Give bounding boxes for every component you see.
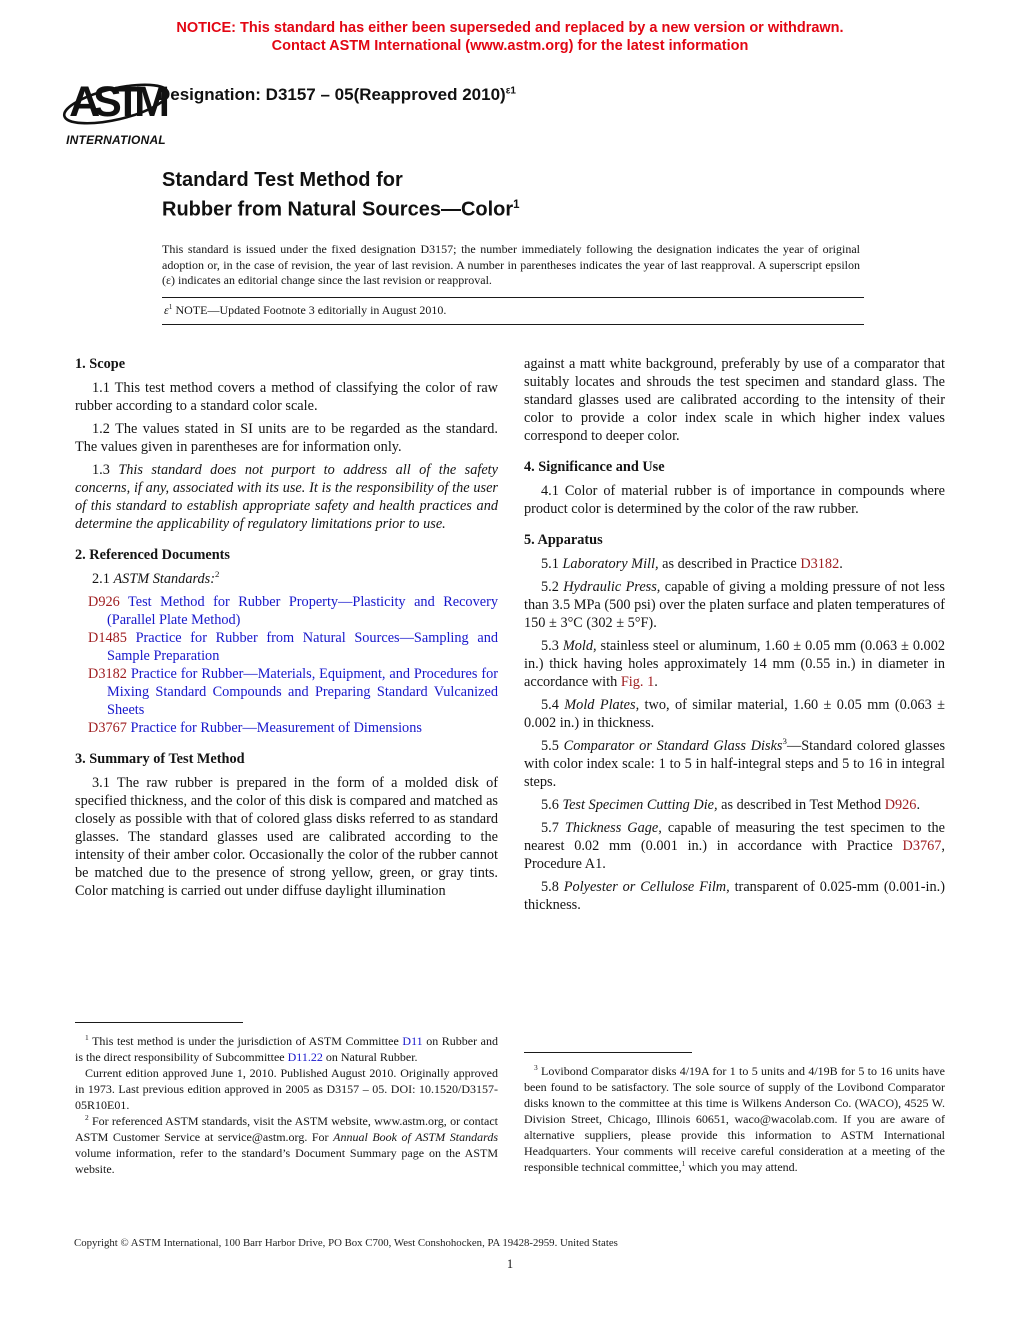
text-segment: Mold Plates, [564, 697, 640, 713]
reference-d926 [75, 593, 498, 629]
link-d3767[interactable]: D3767 [88, 720, 127, 736]
paragraph-3-1 [75, 774, 498, 900]
title-footnote-superscript: 1 [513, 199, 520, 211]
link-d926[interactable]: D926 [884, 797, 917, 813]
text-segment: 2.1 [92, 571, 114, 587]
footnote-separator-right [524, 1052, 692, 1053]
text-segment: capable of measuring the test specimen to the nearest 0.02 mm (0.001 in.) in accordance with Practice [524, 820, 945, 854]
superscript: 1 [85, 1033, 89, 1042]
text-segment: Polyester or Cellulose Film, [563, 879, 730, 895]
footnote-separator-left [75, 1022, 243, 1023]
right-column [524, 355, 945, 919]
paragraph-5-5 [524, 737, 945, 791]
text-segment: —Standard colored glasses with color index scale: 1 to 5 in half-integral steps and 5 to 16 in integral steps. [524, 738, 946, 790]
text-segment [127, 630, 136, 646]
left-column [75, 355, 498, 905]
link-fig.-1[interactable]: Fig. 1 [620, 674, 655, 690]
superscript: 1 [168, 302, 173, 311]
text-segment: Mold, [562, 638, 597, 654]
section-2-heading: 2. Referenced Documents [75, 547, 230, 563]
footnote-1-edition [75, 1065, 498, 1113]
text-segment: volume information, refer to the standard’s Document Summary page on the ASTM website. [75, 1146, 498, 1176]
text-segment: on Natural Rubber. [322, 1050, 418, 1064]
paragraph-5-3 [524, 637, 945, 691]
text-segment: transparent of 0.025-mm (0.001-in.) thickness. [524, 879, 945, 913]
superseded-notice [0, 19, 1020, 55]
paragraph-5-8 [524, 878, 945, 914]
text-segment: 5.7 [541, 820, 565, 836]
text-segment: 5.1 [541, 556, 563, 572]
text-segment: Hydraulic Press, [563, 579, 661, 595]
link-d3767[interactable]: D3767 [902, 838, 942, 854]
superscript: 2 [215, 569, 220, 580]
title-line-1: Standard Test Method for [162, 169, 403, 191]
paragraph-5-6 [524, 796, 945, 814]
designation-text: Designation: D3157 – 05(Reapproved 2010) [158, 85, 506, 104]
page-number: 1 [506, 1257, 514, 1271]
link-practice-for-rubber-meas[interactable]: Practice for Rubber—Measurement of Dimensions [130, 720, 422, 736]
text-segment: 1.3 [92, 462, 119, 478]
text-segment: 5.6 [541, 797, 563, 813]
paragraph-5-4 [524, 696, 945, 732]
reference-d3182 [75, 665, 498, 719]
paragraph-1-3 [75, 461, 498, 533]
text-segment: stainless steel or aluminum, 1.60 ± 0.05 mm (0.063 ± 0.002 in.) thick having holes approximately 14 mm (0.55 in.) in diameter in accordance with [524, 638, 945, 690]
text-segment: Thickness Gage, [564, 820, 662, 836]
text-segment: Annual Book of ASTM Standards [333, 1130, 498, 1144]
text-segment: against a matt white background, preferably by use of a comparator that suitably locates and shrouds the test specimen and standard glass. The standard glasses used are calibrated according to the intensity of their color to provide a color index scale in which higher index values correspond to deeper color. [524, 356, 945, 444]
astm-logo-international: INTERNATIONAL [66, 133, 166, 147]
superscript: 2 [85, 1113, 89, 1122]
text-segment [120, 594, 128, 610]
left-footnotes [75, 1022, 498, 1177]
text-segment: capable of giving a molding pressure of not less than 3.5 MPa (500 psi) over the platen surface and platen temperatures of 150 ± 3°C (302 ± 5°F). [524, 579, 945, 631]
designation-epsilon-superscript: ε1 [505, 85, 516, 97]
issued-statement: This standard is issued under the fixed designation D3157; the number immediately following the designation indicates the year of original adoption or, in the case of revision, the year of last revision. A number in parentheses indicates the year of last reapproval. A superscript epsilon (ε) indicates an editorial change since the last revision or reapproval. [162, 242, 860, 287]
paragraph-2-1 [75, 570, 498, 588]
text-segment: Current edition approved June 1, 2010. Published August 2010. Originally approved in 1973. Last previous edition approved in 2005 as D3157 – 05. DOI: 10.1520/D3157-05R10E01. [75, 1066, 498, 1112]
link-d1485[interactable]: D1485 [88, 630, 127, 646]
paragraph-1-1 [75, 379, 498, 415]
paragraph-4-1 [524, 482, 945, 518]
notice-line-2: Contact ASTM International (www.astm.org) for the latest information [271, 38, 749, 54]
notice-line-1: NOTICE: This standard has either been superseded and replaced by a new version or withdrawn. [176, 20, 844, 36]
link-practice-for-rubber-mate[interactable]: Practice for Rubber—Materials, Equipment, and Procedures for Mixing Standard Compounds and Preparing Standard Vulcanized Sheets [107, 666, 499, 718]
link-test-method-for-rubber-p[interactable]: Test Method for Rubber Property—Plasticity and Recovery (Parallel Plate Method) [107, 594, 498, 628]
paragraph-3-1-continued [524, 355, 945, 445]
text-segment: 1.2 The values stated in SI units are to be regarded as the standard. The values given in parentheses are for information only. [75, 421, 498, 455]
reference-d3767 [75, 719, 498, 737]
designation-line [158, 85, 516, 105]
text-segment: ε [164, 303, 169, 317]
editorial-note [164, 303, 446, 317]
superscript: 3 [534, 1063, 538, 1072]
document-title [162, 168, 520, 223]
right-footnotes [524, 1052, 945, 1175]
paragraph-5-1 [524, 555, 945, 573]
section-5-heading: 5. Apparatus [524, 532, 603, 548]
superscript: 3 [782, 736, 787, 747]
text-segment: This test method is under the jurisdiction of ASTM Committee [88, 1034, 403, 1048]
copyright-line: Copyright © ASTM International, 100 Barr Harbor Drive, PO Box C700, West Conshohocken, PA 19428-2959. United States [74, 1237, 618, 1249]
footnote-3 [524, 1063, 945, 1175]
section-1-heading: 1. Scope [75, 356, 126, 372]
text-segment: . [654, 674, 658, 690]
title-line-2 [162, 193, 520, 223]
link-d3182[interactable]: D3182 [800, 556, 840, 572]
text-segment: 5.8 [541, 879, 564, 895]
text-segment: Lovibond Comparator disks 4/19A for 1 to 5 units and 4/19B for 5 to 16 units have been found to be satisfactory. The sole source of supply of the Lovibond Comparator disks known to the committee at this time is Wilkens Anderson Co. (WACO), 4525 W. Division Street, Chicago, Illinois 60651, waco@wacolab.com. If you are aware of alternative suppliers, please provide this information to ASTM International Headquarters. Your comments will receive careful consideration at a meeting of the responsible technical committee, [524, 1064, 945, 1174]
section-3-heading: 3. Summary of Test Method [75, 751, 245, 767]
text-segment: as described in Test Method [717, 797, 885, 813]
paragraph-5-2 [524, 578, 945, 632]
text-segment: , Procedure A1. [524, 838, 945, 872]
astm-logo-text: ASTM [69, 78, 163, 126]
link-d926[interactable]: D926 [88, 594, 120, 610]
text-segment: as described in Practice [658, 556, 801, 572]
superscript: 1 [681, 1159, 686, 1168]
paragraph-1-2 [75, 420, 498, 456]
text-segment: . [839, 556, 843, 572]
text-segment: 1.1 This test method covers a method of classifying the color of raw rubber according to a standard color scale. [75, 380, 498, 414]
paragraph-5-7 [524, 819, 945, 873]
link-practice-for-rubber-from[interactable]: Practice for Rubber from Natural Sources—Sampling and Sample Preparation [107, 630, 499, 664]
text-segment: which you may attend. [685, 1160, 798, 1174]
footnote-2 [75, 1113, 498, 1177]
text-segment: . [916, 797, 921, 813]
text-segment: NOTE—Updated Footnote 3 editorially in August 2010. [172, 303, 447, 317]
text-segment: 4.1 Color of material rubber is of importance in compounds where product color is determined by the color of the raw rubber. [524, 483, 945, 517]
section-4-heading: 4. Significance and Use [524, 459, 665, 475]
text-segment: Test Specimen Cutting Die, [562, 797, 718, 813]
text-segment: Laboratory Mill, [562, 556, 659, 572]
link-d11.22[interactable]: D11.22 [287, 1050, 323, 1064]
footnote-1 [75, 1033, 498, 1065]
title-line-2-text: Rubber from Natural Sources—Color [162, 198, 514, 221]
link-d11[interactable]: D11 [402, 1034, 423, 1048]
astm-logo [60, 66, 172, 152]
text-segment: Comparator or Standard Glass Disks [563, 738, 783, 754]
text-segment: on Rubber and is the direct responsibility of Subcommittee [75, 1034, 498, 1064]
text-segment: 5.3 [541, 638, 563, 654]
reference-d1485 [75, 629, 498, 665]
text-segment: 5.4 [541, 697, 565, 713]
text-segment: ASTM Standards: [113, 571, 215, 587]
text-segment: 5.5 [541, 738, 564, 754]
text-segment: 3.1 The raw rubber is prepared in the form of a molded disk of specified thickness, and the color of this disk is compared and matched as closely as possible with that of colored glass disks referred to as standard glasses. The standard glasses used are calibrated according to the intensity of their amber color. Occasionally the color of the rubber cannot be matched due to the presence of strong yellow, green, or gray tints. Color matching is carried out under diffuse daylight illumination [75, 775, 498, 899]
text-segment: two, of similar material, 1.60 ± 0.05 mm (0.063 ± 0.002 in.) in thickness. [524, 697, 945, 731]
editorial-note-box [162, 297, 864, 325]
text-segment: 5.2 [541, 579, 564, 595]
link-d3182[interactable]: D3182 [88, 666, 127, 682]
text-segment: This standard does not purport to address all of the safety concerns, if any, associated with its use. It is the responsibility of the user of this standard to establish appropriate safety and health practices and determine the applicability of regulatory limitations prior to use. [75, 462, 498, 532]
text-segment: For referenced ASTM standards, visit the ASTM website, www.astm.org, or contact ASTM Customer Service at service@astm.org. For [75, 1114, 498, 1144]
